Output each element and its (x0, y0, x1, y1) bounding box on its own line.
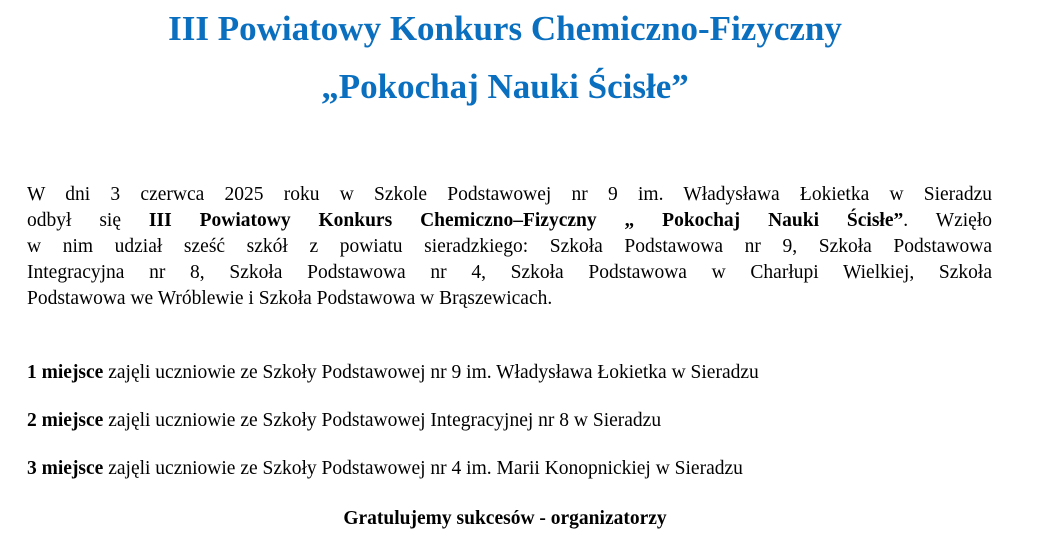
place-text: zajęli uczniowie ze Szkoły Podstawowej Integracyjnej nr 8 w Sieradzu (103, 410, 662, 431)
intro-line: W dni 3 czerwca 2025 roku w Szkole Podstawowej nr 9 im. Władysława Łokietka w Sieradzu (27, 184, 992, 205)
closing-note: Gratulujemy sukcesów - organizatorzy (343, 508, 667, 529)
place-text: zajęli uczniowie ze Szkoły Podstawowej nr 4 im. Marii Konopnickiej w Sieradzu (103, 458, 743, 479)
place-text: zajęli uczniowie ze Szkoły Podstawowej nr 9 im. Władysława Łokietka w Sieradzu (103, 362, 759, 383)
intro-line: w nim udział sześć szkół z powiatu sieradzkiego: Szkoła Podstawowa nr 9, Szkoła Podstawowa (27, 236, 992, 257)
intro-text: odbył się (27, 210, 149, 231)
intro-text: . Wzięło (903, 210, 992, 231)
place-label: 1 miejsce (27, 362, 104, 383)
place-label: 2 miejsce (27, 410, 104, 431)
intro-line (27, 208, 992, 234)
place-label: 3 miejsce (27, 458, 104, 479)
intro-line: Integracyjna nr 8, Szkoła Podstawowa nr 4, Szkoła Podstawowa w Charłupi Wielkiej, Szkoła (27, 262, 992, 283)
page-subtitle: „Pokochaj Nauki Ścisłe” (321, 67, 689, 106)
intro-paragraph (27, 182, 992, 312)
result-second-place (27, 408, 661, 434)
page-title: III Powiatowy Konkurs Chemiczno-Fizyczny (168, 9, 842, 48)
contest-name: III Powiatowy Konkurs Chemiczno–Fizyczny „ Pokochaj Nauki Ścisłe” (148, 210, 904, 231)
result-first-place (27, 360, 759, 386)
intro-line: Podstawowa we Wróblewie i Szkoła Podstawowa w Brąszewicach. (27, 288, 553, 309)
result-third-place (27, 456, 743, 482)
